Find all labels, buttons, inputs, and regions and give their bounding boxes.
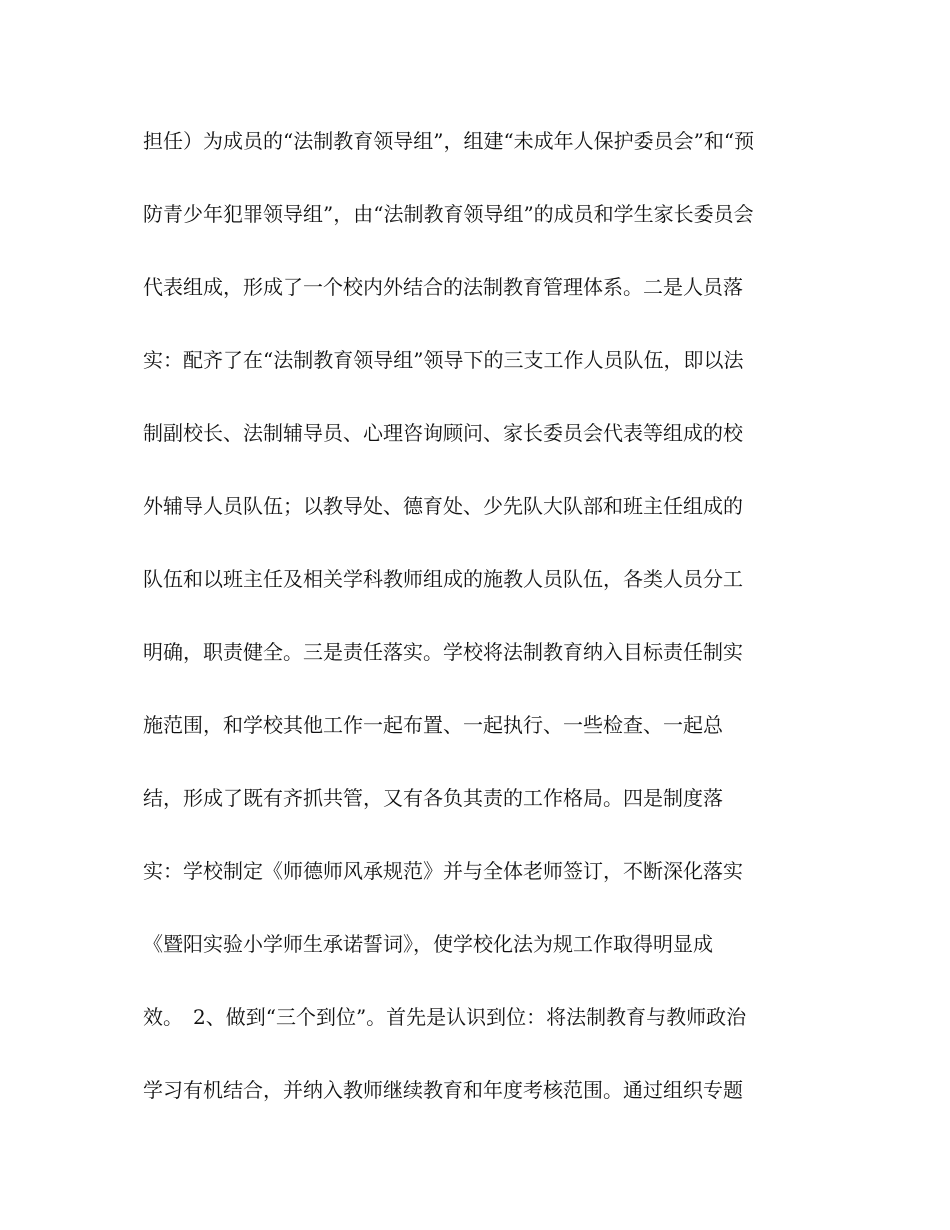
text-line: 学习有机结合，并纳入教师继续教育和年度考核范围。通过组织专题 — [143, 1078, 743, 1102]
text-line: 外辅导人员队伍；以教导处、德育处、少先队大队部和班主任组成的 — [143, 494, 743, 518]
text-line: 担任）为成员的“法制教育领导组”，组建“未成年人保护委员会”和“预 — [143, 129, 755, 153]
text-line: 明确，职责健全。三是责任落实。学校将法制教育纳入目标责任制实 — [143, 640, 743, 664]
text-line: 效。 2、做到“三个到位”。首先是认识到位：将法制教育与教师政治 — [143, 1005, 747, 1029]
text-line: 代表组成，形成了一个校内外结合的法制教育管理体系。二是人员落 — [143, 275, 743, 299]
text-line: 《暨阳实验小学师生承诺誓词》，使学校化法为规工作取得明显成 — [143, 932, 713, 956]
text-line: 防青少年犯罪领导组”，由“法制教育领导组”的成员和学生家长委员会 — [143, 202, 754, 226]
text-line: 队伍和以班主任及相关学科教师组成的施教人员队伍，各类人员分工 — [143, 567, 743, 591]
text-line: 实：学校制定《师德师风承规范》并与全体老师签订，不断深化落实 — [143, 859, 743, 883]
text-line: 制副校长、法制辅导员、心理咨询顾问、家长委员会代表等组成的校 — [143, 421, 743, 445]
text-line: 施范围，和学校其他工作一起布置、一起执行、一些检查、一起总 — [143, 713, 723, 737]
text-line: 实：配齐了在“法制教育领导组”领导下的三支工作人员队伍，即以法 — [143, 348, 744, 372]
text-line: 结，形成了既有齐抓共管，又有各负其责的工作格局。四是制度落 — [143, 786, 723, 810]
